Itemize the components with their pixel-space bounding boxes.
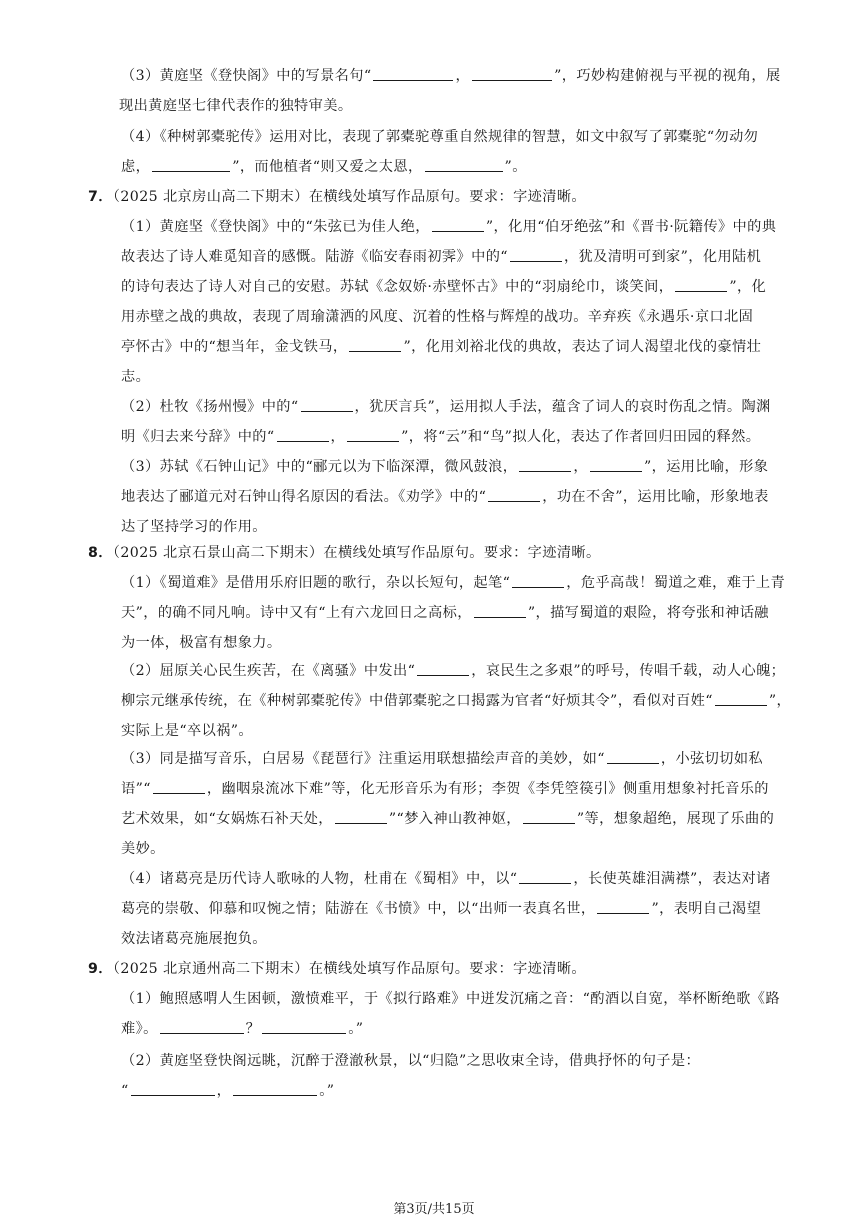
text: 现出黄庭坚七律代表作的独特审美。 xyxy=(119,98,353,114)
text: 地表达了郦道元对石钟山得名原因的看法。《劝学》中的“ xyxy=(121,489,487,505)
text: （1）鲍照感喟人生困顿，激愤难平，于《拟行路难》中迸发沉痛之音：“酌酒以自宽，举杯断绝歌《路 xyxy=(121,991,780,1007)
text: 的诗句表达了诗人对自己的安慰。苏轼《念奴娇·赤壁怀古》中的“羽扇纶巾，谈笑间， xyxy=(121,279,674,295)
q8-sub-2 xyxy=(121,656,791,746)
text: ”，化 xyxy=(729,279,767,295)
text: （4）《种树郭橐驼传》运用对比，表现了郭橐驼尊重自然规律的智慧，如文中叙写了郭橐驼“勿动勿 xyxy=(121,129,759,145)
answer-blank[interactable] xyxy=(425,157,503,172)
text: 达了坚持学习的作用。 xyxy=(121,519,267,535)
text: ， xyxy=(216,1083,232,1099)
text: ”，化用刘裕北伐的典故，表达了词人渴望北伐的豪情壮 xyxy=(403,339,762,355)
text: 。” xyxy=(319,1083,335,1099)
question-9-header xyxy=(88,954,586,984)
text: ，长使英雄泪满襟”，表达对诸 xyxy=(573,871,771,887)
text: 效法诸葛亮施展抱负。 xyxy=(121,931,267,947)
answer-blank[interactable] xyxy=(417,661,469,676)
text: （3）黄庭坚《登快阁》中的写景名句“ xyxy=(121,68,372,84)
text: ”“梦入神山教神妪， xyxy=(388,811,521,827)
text: 难》。 xyxy=(121,1021,158,1037)
text: ，犹及清明可到家”，化用陆机 xyxy=(563,249,762,265)
text: 美妙。 xyxy=(121,841,165,857)
question-8-header xyxy=(88,538,601,568)
text: ， xyxy=(330,429,346,445)
text: ”，运用比喻，形象 xyxy=(643,459,769,475)
answer-blank[interactable] xyxy=(347,427,399,442)
answer-blank[interactable] xyxy=(510,247,562,262)
item-3-huang-tingjian xyxy=(121,61,781,121)
q7-sub-2 xyxy=(121,392,771,452)
text: ”等，想象超绝，展现了乐曲的 xyxy=(576,811,775,827)
text: ”，化用“伯牙绝弦”和《晋书·阮籍传》中的典 xyxy=(485,219,777,235)
answer-blank[interactable] xyxy=(472,66,552,81)
text: ”，巧妙构建俯视与平视的视角，展 xyxy=(554,68,781,84)
question-header: （2025 北京房山高二下期末）在横线处填写作品原句。要求：字迹清晰。 xyxy=(112,189,587,205)
text: ，犹厌言兵”，运用拟人手法，蕴含了词人的哀时伤乱之情。陶渊 xyxy=(354,399,771,415)
question-number: 8． xyxy=(88,545,113,561)
question-header: （2025 北京石景山高二下期末）在横线处填写作品原句。要求：字迹清晰。 xyxy=(112,545,601,561)
text: （2）屈原关心民生疾苦，在《离骚》中发出“ xyxy=(121,663,416,679)
text: （3）同是描写音乐，白居易《琵琶行》注重运用联想描绘声音的美妙，如“ xyxy=(121,751,605,767)
text: 艺术效果，如“女娲炼石补天处， xyxy=(121,811,333,827)
answer-blank[interactable] xyxy=(523,809,575,824)
q7-sub-1 xyxy=(121,212,776,392)
text: ”，描写蜀道的艰险，将夸张和神话融 xyxy=(527,605,769,621)
answer-blank[interactable] xyxy=(233,1081,317,1096)
question-7-header xyxy=(88,182,586,212)
text: 实际上是“卒以祸”。 xyxy=(121,723,254,739)
text: ”。 xyxy=(504,159,527,175)
text: ，哀民生之多艰”的呼号，传唱千载，动人心魄； xyxy=(471,663,786,679)
answer-blank[interactable] xyxy=(715,691,767,706)
text: ，小弦切切如私 xyxy=(660,751,764,767)
text: （4）诸葛亮是历代诗人歌咏的人物，杜甫在《蜀相》中，以“ xyxy=(121,871,518,887)
answer-blank[interactable] xyxy=(349,337,401,352)
answer-blank[interactable] xyxy=(373,66,453,81)
q8-sub-3 xyxy=(121,744,774,864)
text: 柳宗元继承传统，在《种树郭橐驼传》中借郭橐驼之口揭露为官者“好烦其令”，看似对百姓“ xyxy=(121,693,713,709)
text: 语”“ xyxy=(121,781,151,797)
text: ， xyxy=(573,459,588,475)
answer-blank[interactable] xyxy=(160,1019,244,1034)
answer-blank[interactable] xyxy=(152,157,230,172)
text: （2）黄庭坚登快阁远眺，沉醉于澄澈秋景，以“归隐”之思收束全诗，借典抒怀的句子是： xyxy=(121,1053,701,1069)
text: 明《归去来兮辞》中的“ xyxy=(121,429,275,445)
q9-sub-1 xyxy=(121,984,780,1044)
question-header: （2025 北京通州高二下期末）在横线处填写作品原句。要求：字迹清晰。 xyxy=(112,961,587,977)
q7-sub-3 xyxy=(121,452,769,542)
text: 用赤壁之战的典故，表现了周瑜潇洒的风度、沉着的性格与辉煌的战功。辛弃疾《永遇乐·京口北固 xyxy=(121,309,754,325)
answer-blank[interactable] xyxy=(153,779,205,794)
text: （1）黄庭坚《登快阁》中的“朱弦已为佳人绝， xyxy=(121,219,430,235)
answer-blank[interactable] xyxy=(607,749,659,764)
text: 。” xyxy=(348,1021,364,1037)
answer-blank[interactable] xyxy=(519,457,571,472)
answer-blank[interactable] xyxy=(597,899,649,914)
answer-blank[interactable] xyxy=(675,277,727,292)
q8-sub-1 xyxy=(121,568,785,658)
answer-blank[interactable] xyxy=(474,603,526,618)
answer-blank[interactable] xyxy=(519,869,571,884)
text: ”， xyxy=(768,693,792,709)
text: 虑， xyxy=(121,159,151,175)
text: 亭怀古》中的“想当年，金戈铁马， xyxy=(121,339,348,355)
q8-sub-4 xyxy=(121,864,771,954)
q9-sub-2 xyxy=(121,1046,700,1106)
text: ”，表明自己渴望 xyxy=(651,901,762,917)
item-4-guo-tuotuo xyxy=(121,122,758,182)
page-footer: 第3页/共15页 xyxy=(393,1202,475,1217)
answer-blank[interactable] xyxy=(488,487,540,502)
answer-blank[interactable] xyxy=(432,217,484,232)
text: ，危乎高哉！蜀道之难，难于上青 xyxy=(566,575,786,591)
answer-blank[interactable] xyxy=(277,427,329,442)
text: ，幽咽泉流冰下难”等，化无形音乐为有形；李贺《李凭箜篌引》侧重用想象衬托音乐的 xyxy=(206,781,769,797)
text: （1）《蜀道难》是借用乐府旧题的歌行，杂以长短句，起笔“ xyxy=(121,575,511,591)
text: 天”，的确不同凡响。诗中又有“上有六龙回日之高标， xyxy=(121,605,472,621)
text: （3）苏轼《石钟山记》中的“郦元以为下临深潭，微风鼓浪， xyxy=(121,459,518,475)
text: 志。 xyxy=(121,369,151,385)
answer-blank[interactable] xyxy=(512,573,564,588)
text: ，功在不舍”，运用比喻，形象地表 xyxy=(542,489,769,505)
text: ”，而他植者“则又爱之太恩， xyxy=(232,159,423,175)
answer-blank[interactable] xyxy=(262,1019,346,1034)
text: ？ xyxy=(245,1021,261,1037)
question-number: 7． xyxy=(88,189,113,205)
text: ， xyxy=(455,68,471,84)
question-number: 9． xyxy=(88,961,113,977)
text: “ xyxy=(121,1083,129,1099)
answer-blank[interactable] xyxy=(301,397,353,412)
text: 为一体，极富有想象力。 xyxy=(121,635,282,651)
answer-blank[interactable] xyxy=(590,457,642,472)
answer-blank[interactable] xyxy=(131,1081,215,1096)
answer-blank[interactable] xyxy=(335,809,387,824)
text: 故表达了诗人难觅知音的感慨。陆游《临安春雨初霁》中的“ xyxy=(121,249,508,265)
text: ”，将“云”和“鸟”拟人化，表达了作者回归田园的释然。 xyxy=(401,429,761,445)
text: 葛亮的崇敬、仰慕和叹惋之情；陆游在《书愤》中，以“出师一表真名世， xyxy=(121,901,596,917)
text: （2）杜牧《扬州慢》中的“ xyxy=(121,399,299,415)
